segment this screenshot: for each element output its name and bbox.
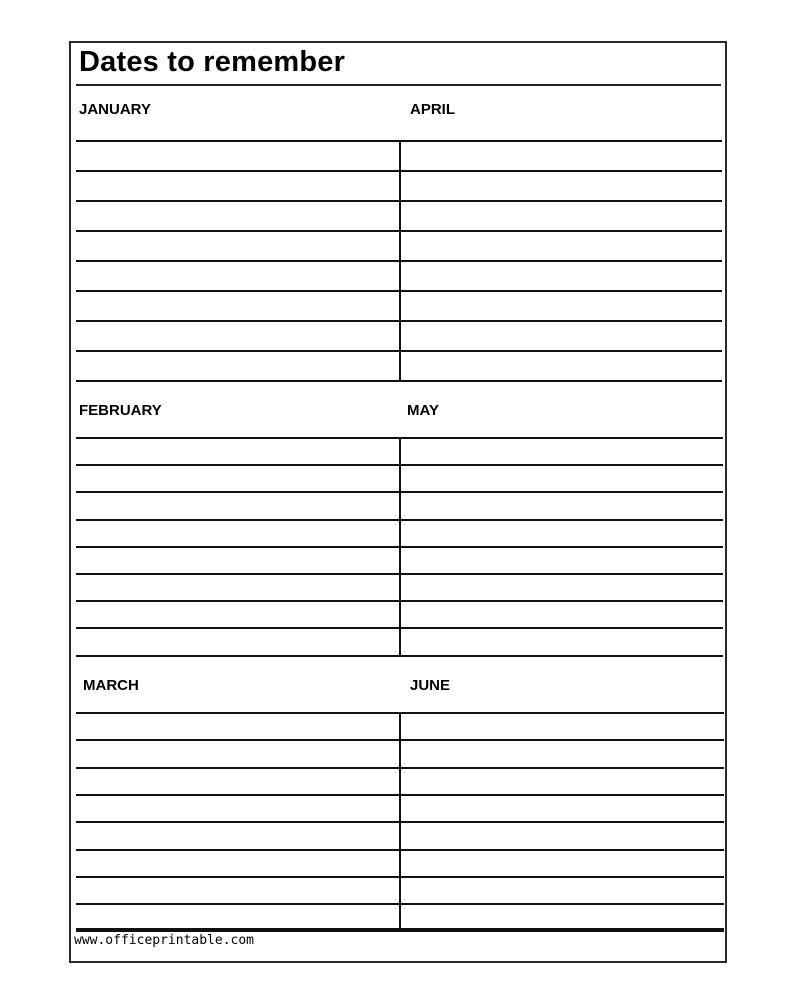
date-entry-may[interactable] [401,575,723,600]
date-entry-june[interactable] [401,714,724,739]
date-entry-march[interactable] [76,741,399,766]
month-label-april: APRIL [410,101,455,118]
date-entry-january[interactable] [76,292,399,320]
date-entry-april[interactable] [401,322,722,350]
date-entry-june[interactable] [401,769,724,794]
date-entry-april[interactable] [401,262,722,290]
date-entry-january[interactable] [76,172,399,200]
date-entry-february[interactable] [76,629,399,654]
date-entry-march[interactable] [76,796,399,821]
date-entry-april[interactable] [401,292,722,320]
date-entry-february[interactable] [76,575,399,600]
date-entry-march[interactable] [76,905,399,930]
date-entry-april[interactable] [401,142,722,170]
date-entry-february[interactable] [76,466,399,491]
date-entry-april[interactable] [401,232,722,260]
date-entry-march[interactable] [76,878,399,903]
month-label-february: FEBRUARY [79,402,162,419]
date-entry-may[interactable] [401,602,723,627]
date-entry-march[interactable] [76,769,399,794]
date-entry-march[interactable] [76,851,399,876]
date-entry-february[interactable] [76,521,399,546]
date-entry-january[interactable] [76,322,399,350]
date-entry-april[interactable] [401,352,722,380]
footer-rule [76,928,724,930]
month-label-may: MAY [407,402,439,419]
date-entry-february[interactable] [76,493,399,518]
date-entry-may[interactable] [401,493,723,518]
page-title: Dates to remember [79,46,346,78]
date-entry-march[interactable] [76,823,399,848]
title-rule [76,84,721,86]
date-entry-may[interactable] [401,466,723,491]
date-entry-january[interactable] [76,202,399,230]
month-label-january: JANUARY [79,101,151,118]
date-entry-january[interactable] [76,142,399,170]
date-entry-june[interactable] [401,878,724,903]
date-entry-june[interactable] [401,851,724,876]
date-entry-april[interactable] [401,202,722,230]
date-entry-april[interactable] [401,172,722,200]
date-entry-january[interactable] [76,262,399,290]
date-entry-june[interactable] [401,823,724,848]
date-entry-february[interactable] [76,602,399,627]
date-entry-june[interactable] [401,905,724,930]
date-entry-may[interactable] [401,439,723,464]
date-entry-february[interactable] [76,439,399,464]
month-label-june: JUNE [410,677,451,694]
date-entry-june[interactable] [401,741,724,766]
date-entry-march[interactable] [76,714,399,739]
date-entry-june[interactable] [401,796,724,821]
date-entry-january[interactable] [76,232,399,260]
date-entry-may[interactable] [401,629,723,654]
date-entry-may[interactable] [401,548,723,573]
website-footer: www.officeprintable.com [74,933,255,948]
date-entry-may[interactable] [401,521,723,546]
month-label-march: MARCH [83,677,139,694]
date-entry-february[interactable] [76,548,399,573]
date-entry-january[interactable] [76,352,399,380]
